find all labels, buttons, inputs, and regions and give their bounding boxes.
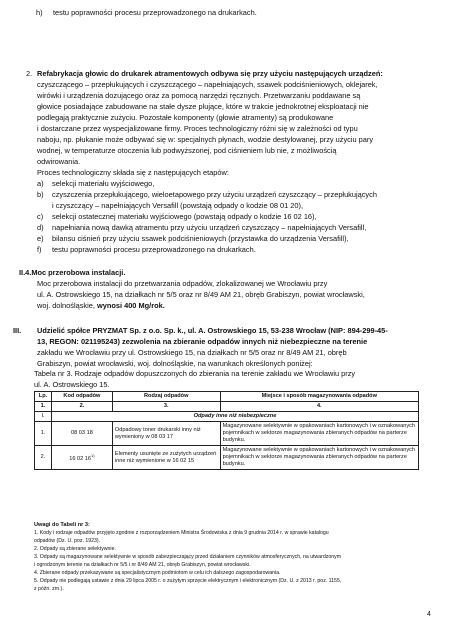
row-lp: 1. xyxy=(35,422,52,446)
stage-c-text: selekcji ostatecznej materiału wyjściowego (powstają odpady o kodzie 16 02 16), xyxy=(52,212,317,221)
stage-a-text: selekcji materiału wyjściowego, xyxy=(52,179,155,188)
row-lp: 2. xyxy=(35,446,52,470)
section-2-line-0: Refabrykacja głowic do drukarek atramentowych odbywa się przy użyciu następujących urządzeń: xyxy=(37,69,383,78)
group-label: Odpady inne niż niebezpieczne xyxy=(51,412,418,422)
stage-d-text: napełniania nową dawką atramentu przy użyciu urządzeń czyszczący – napełniających Versafill, xyxy=(52,223,367,232)
row-code-cell xyxy=(51,446,112,470)
stage-e-label: e) xyxy=(37,234,44,243)
table-header-row xyxy=(35,392,419,402)
table-row xyxy=(35,446,419,470)
notes-line-4: i ogrodzonym terenie na działkach nr 5/5 i nr 8/49 AM 21, obręb Grabiszyn, powiat wrocławski. xyxy=(34,562,251,568)
section-II4-line-2-prefix: woj. dolnośląskie, xyxy=(37,301,97,310)
table-caption-line-1: ul. A. Ostrowskiego 15. xyxy=(34,380,110,389)
capacity-value: wynosi 400 Mg/rok. xyxy=(96,301,165,310)
section-II4-line-1: ul. A. Ostrowskiego 15, na działkach nr 5/5 oraz nr 8/49 AM 21, obręb Grabiszyn, powiat wrocławski, xyxy=(37,290,365,299)
section-III-line-3: Grabiszyn, powiat wrocławski, woj. dolnośląskie, na warunkach określonych poniżej: xyxy=(37,359,313,368)
stages-intro: Proces technologiczny składa się z następujących etapów: xyxy=(37,168,229,177)
notes-line-1: odpadów (Dz. U. poz. 1923). xyxy=(34,538,101,544)
section-II4-heading: II.4.Moc przerobowa instalacji. xyxy=(19,268,126,277)
section-2-line-7: wodnej, w temperaturze otoczenia lub podwyższonej, pod ciśnieniem lub nie, z możliwością xyxy=(37,146,337,155)
section-II4-line-0: Moc przerobowa instalacji do przetwarzania odpadów, zlokalizowanej we Wrocławiu przy xyxy=(37,279,328,288)
row-storage: Magazynowane selektywnie w opakowaniach kartonowych i w oznakowanych pojemnikach w sektorze magazynowania zbieranych odpadów na parterze budynku. xyxy=(220,446,418,470)
section-2-line-6: naboju, np. płukanie może odbywać się w: specjalnych płynach, wodzie destylowanej, przy użyciu pary xyxy=(37,135,374,144)
notes-line-7: z późn. zm.). xyxy=(34,586,64,592)
notes-line-0: 1. Kody i rodzaje odpadów przyjęto zgodnie z rozporządzeniem Ministra Środowiska z dnia 9 grudnia 2014 r. w sprawie katalogu xyxy=(34,530,329,536)
header-lp: Lp. xyxy=(35,392,52,402)
waste-table xyxy=(34,391,419,470)
item-h-label: h) xyxy=(36,8,43,17)
section-2-line-4: podlegają praktycznie zużyciu. Pozostałe komponenty (głowie atramenty) są produkowane xyxy=(37,113,334,122)
stage-d-label: d) xyxy=(37,223,44,232)
table-caption-line-0: Tabela nr 3. Rodzaje odpadów dopuszczonych do zbierania na terenie zakładu we Wrocławiu przy xyxy=(34,369,356,378)
header-number-3: 3. xyxy=(112,402,220,412)
stage-a-label: a) xyxy=(37,179,44,188)
section-III-number: III. xyxy=(13,326,22,335)
table-row xyxy=(35,422,419,446)
notes-title: Uwagi do Tabeli nr 3: xyxy=(34,522,90,528)
row-type: Odpadowy toner drukarski inny niż wymieniony w 08 03 17 xyxy=(112,422,220,446)
header-code: Kod odpadów xyxy=(51,392,112,402)
header-number-2: 2. xyxy=(51,402,112,412)
section-2-line-1: czyszczącego – przepłukujących i czyszczącego – napełniających, ssawek podciśnieniowych, oklejarek, xyxy=(37,80,378,89)
section-III-line-2: zakładu we Wrocławiu przy ul. Ostrowskiego 15, na działkach nr 5/5 oraz nr 8/49 AM 21, obręb xyxy=(37,348,347,357)
stage-f-text: testu poprawności procesu przeprowadzonego na drukarkach. xyxy=(52,245,256,254)
row-code-footnote: 1) xyxy=(91,453,95,459)
section-2-number: 2. xyxy=(26,69,33,78)
stage-b-text-1: czyszczenia przepłukującego, wieloetapowego przy użyciu urządzeń czyszczący – przepłukujących xyxy=(52,190,377,199)
section-III-line-0: Udzielić spółce PRYZMAT Sp. z o.o. Sp. k., ul. A. Ostrowskiego 15, 53-238 Wrocław (NIP: 894-299-45- xyxy=(37,326,388,335)
row-type: Elementy usunięte ze zużytych urządzeń inne niż wymienione w 16 02 15 xyxy=(112,446,220,470)
section-III-line-1: 13, REGON: 021195243) zezwolenia na zbieranie odpadów innych niż niebezpieczne na terenie xyxy=(37,337,368,346)
stage-b-text-2: i czyszczący – napełniających Versafill (powstają odpady o kodzie 08 01 20), xyxy=(52,201,304,210)
header-number-4: 4. xyxy=(220,402,418,412)
header-type: Rodzaj odpadów xyxy=(112,392,220,402)
header-number-1: 1. xyxy=(35,402,52,412)
row-code: 08 03 18 xyxy=(51,422,112,446)
page-number: 4 xyxy=(427,611,431,618)
section-2-line-5: i dostarczane przez wyspecjalizowane firmy. Proces technologiczny różni się w zależności od typu xyxy=(37,124,358,133)
table-number-row xyxy=(35,402,419,412)
row-storage: Magazynowane selektywnie w opakowaniach kartonowych i w oznakowanych pojemnikach w sektorze magazynowania zbieranych odpadów na parterze budynku. xyxy=(220,422,418,446)
table-group-row xyxy=(35,412,419,422)
stage-c-label: c) xyxy=(37,212,44,221)
notes-line-3: 3. Odpady są magazynowane selektywnie w sposób zabezpieczający przed działaniem czynników atmosferycznych, na utwardzonym xyxy=(34,554,342,560)
header-storage: Miejsce i sposób magazynowania odpadów xyxy=(220,392,418,402)
section-II4-line-2 xyxy=(37,301,165,311)
notes-line-5: 4. Zbierane odpady przekazywane są specjalistycznym podmiotom w celu ich dalszego zagospodarowania. xyxy=(34,570,281,576)
stage-e-text: bilansu ciśnień przy użyciu ssawek podciśnieniowych (przystawka do urządzenia Versafill), xyxy=(52,234,349,243)
stage-f-label: f) xyxy=(37,245,42,254)
notes-line-2: 2. Odpady są zbierane selektywnie. xyxy=(34,546,116,552)
section-2-line-2: wirówki i urządzenia dozującego oraz za pomocą narzędzi ręcznych. Przetwarzaniu poddawane są xyxy=(37,91,361,100)
notes-line-6: 5. Odpady nie podlegają ustawie z dnia 29 lipca 2005 r. o zużytym sprzęcie elektrycznym i elektronicznym (Dz. U. z 2013 r. poz. 1155, xyxy=(34,578,342,584)
group-number: I. xyxy=(35,412,52,422)
row-code: 16 02 16 xyxy=(69,455,92,462)
stage-b-label: b) xyxy=(37,190,44,199)
item-h-text: testu poprawności procesu przeprowadzonego na drukarkach. xyxy=(53,8,257,17)
section-2-line-3: głowice posiadające zabudowane na stałe dysze plujące, które w trakcie jednokrotnej eksploatacji nie xyxy=(37,102,369,111)
section-2-line-8: odwirowania. xyxy=(37,157,81,166)
